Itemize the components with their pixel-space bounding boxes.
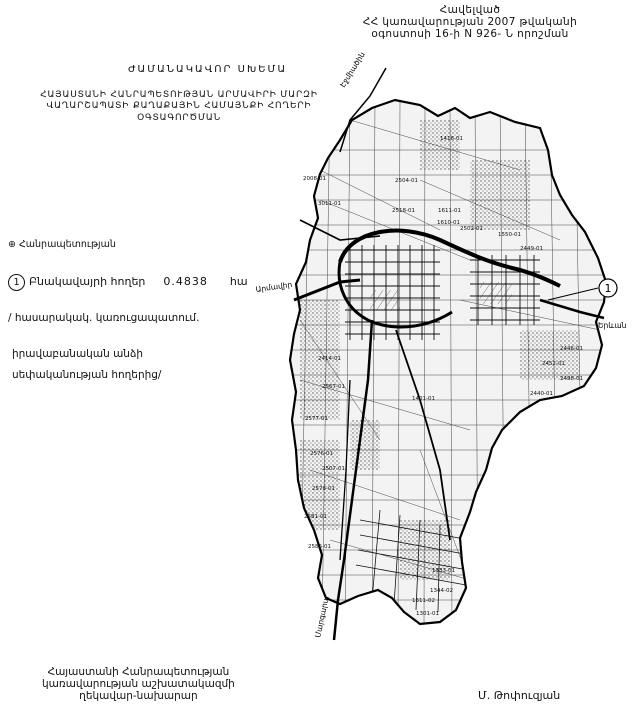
- signature-name: Մ. Թոփուզյան: [478, 689, 561, 702]
- signature-block-left: [42, 666, 235, 702]
- legend-heading: ⊕ Հանրապետության: [8, 239, 116, 250]
- callout-marker: 1: [604, 282, 612, 295]
- signature-line: Հայաստանի Հանրապետության: [47, 666, 230, 678]
- map-title-line: ՀԱՅԱՍՏԱՆԻ ՀԱՆՐԱՊԵՏՈՒԹՅԱՆ ԱՐՄԱՎԻՐԻ ՄԱՐԶԻ: [40, 90, 318, 100]
- plot-label: 2502-01: [460, 226, 483, 232]
- road-label: Էջմիածին: [338, 50, 367, 90]
- plot-label: 2452-01: [542, 361, 565, 367]
- plot-label: 1416-01: [440, 136, 463, 142]
- map-title-line: ՕԳՏԱԳՈՐԾՄԱՆ: [137, 112, 221, 123]
- legend-note: իրավաբանական անձի: [12, 348, 143, 360]
- plot-label: 2440-01: [530, 391, 553, 397]
- plot-label: 2414-01: [318, 356, 341, 362]
- plot-label: 2504-01: [395, 178, 418, 184]
- plot-label: 2446-01: [560, 346, 583, 352]
- plot-label: 2578-01: [312, 486, 335, 492]
- road-label: Արմավիր: [255, 279, 293, 294]
- signature-line: կառավարության աշխատակազմի: [42, 678, 235, 691]
- legend-note: սեփականության հողերից/: [12, 369, 162, 381]
- appendix-line: ՀՀ կառավարության 2007 թվականի: [362, 16, 578, 29]
- plot-label: 2518-01: [392, 208, 415, 214]
- plot-label: 1333-01: [432, 568, 455, 574]
- plot-label: 2449-01: [520, 246, 543, 252]
- plot-label: 2586-01: [308, 544, 331, 550]
- plot-label: 1611-01: [438, 208, 461, 214]
- plot-label: 2008-01: [303, 176, 326, 182]
- signature-line: ղեկավար-նախարար: [79, 690, 198, 703]
- plot-label: 1301-01: [416, 611, 439, 617]
- map-title-line: ՎԱՂԱՐՇԱՊԱՏԻ ՔԱՂԱՔԱՅԻՆ ՀԱՄԱՅՆՔԻ ՀՈՂԵՐԻ: [46, 101, 312, 112]
- appendix-line: օգոստոսի 16-ի N 926- Ն որոշման: [371, 28, 569, 41]
- plot-label: 1311-02: [412, 598, 435, 604]
- legend-area-value: 0.4838: [163, 275, 208, 289]
- plot-label: 2498-01: [560, 376, 583, 382]
- plot-label: 1401-01: [412, 396, 435, 402]
- legend-note: / հասարակակ. կառուցապատում.: [8, 312, 200, 324]
- plot-label: 2567-01: [322, 384, 345, 390]
- plot-label: 2507-01: [322, 466, 345, 472]
- schema-title: ԺԱՄԱՆԱԿԱՎՈՐ ՍԽԵՄԱ: [128, 64, 288, 75]
- legend-area-unit: հա: [229, 275, 248, 289]
- plot-label: 2576-01: [310, 451, 333, 457]
- legend-marker: 1: [8, 274, 25, 291]
- plot-label: 1550-01: [498, 232, 521, 238]
- plot-label: 1610-01: [437, 220, 460, 226]
- plot-label: 1344-02: [430, 588, 453, 594]
- road-label: Մարգարա: [313, 595, 331, 639]
- plot-label: 3011-01: [318, 201, 341, 207]
- appendix-line: Հավելված: [439, 4, 501, 16]
- plot-label: 2581-01: [304, 514, 327, 520]
- road-label: Երևան: [598, 321, 627, 330]
- plot-label: 2577-01: [305, 416, 328, 422]
- legend-area-label: Բնակավայրի հողեր: [29, 275, 146, 289]
